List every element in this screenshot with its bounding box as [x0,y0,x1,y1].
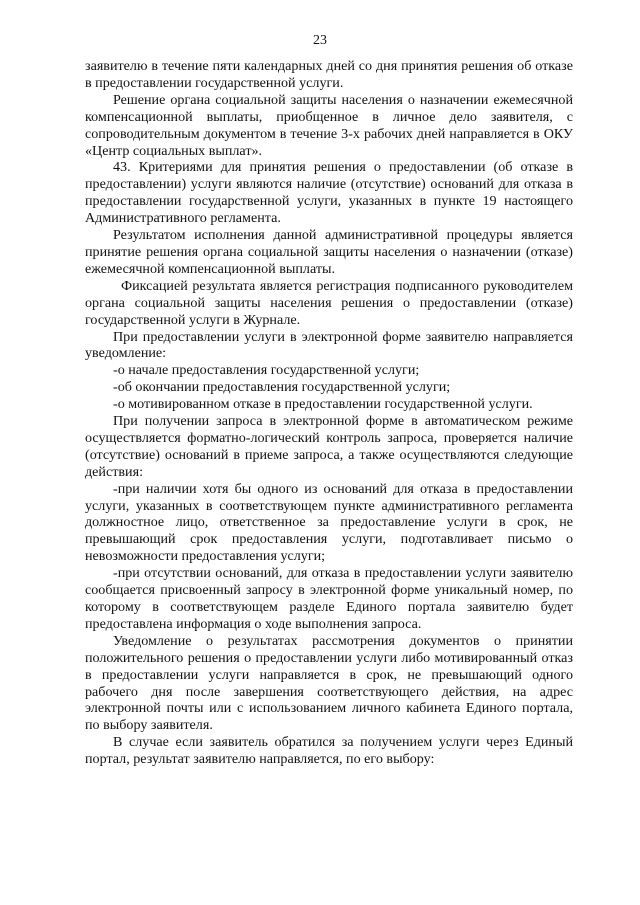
list-item-refusal-notice: -о мотивированном отказе в предоставлении государственной услуги. [113,396,533,413]
paragraph-automatic-control: При получении запроса в электронной форме в автоматическом режиме осуществляется форматно-логический контроль запроса, проверяется наличие (отсутствие) оснований в приеме запроса, а также осуществляются следующие действия: [85,413,573,480]
paragraph-decision-forwarding: Решение органа социальной защиты населения о назначении ежемесячной компенсационной выплаты, приобщенное в личное дело заявителя, с сопроводительным документом в течение 3-х рабочих дней направляется в ОКУ «Центр социальных выплат». [85,91,573,159]
list-item-start-notice: -о начале предоставления государственной услуги; [113,362,420,379]
paragraph-result-fixation: Фиксацией результата является регистрация подписанного руководителем органа социальной защиты населения решения о предоставлении (отказе) государственной услуги в Журнале. [85,277,573,328]
paragraph-refusal-grounds: -при наличии хотя бы одного из оснований для отказа в предоставлении услуги, указанных в соответствующем пункте административного регламента должностное лицо, ответственное за предоставление услуги в срок, не превышающий срок предоставления услуги, подготавливает письмо о невозможности предоставления услуги; [85,480,573,565]
paragraph-no-refusal-grounds: -при отсутствии оснований, для отказа в предоставлении услуги заявителю сообщается присвоенный запросу в электронной форме уникальный номер, по которому в соответствующем разделе Единого портала заявителю будет предоставлена информация о ходе выполнения запроса. [85,565,573,632]
paragraph-unified-portal: В случае если заявитель обратился за получением услуги через Единый портал, результат заявителю направляется, по его выбору: [85,734,573,768]
list-item-end-notice: -об окончании предоставления государственной услуги; [113,379,451,396]
page-number: 23 [313,33,327,48]
paragraph-electronic-notification: При предоставлении услуги в электронной форме заявителю направляется уведомление: [85,328,573,362]
paragraph-continuation: заявителю в течение пяти календарных дней со дня принятия решения об отказе в предоставлении государственной услуги. [85,58,573,91]
document-body [85,58,573,768]
paragraph-results-notification: Уведомление о результатах рассмотрения документов о принятии положительного решения о предоставлении услуги либо мотивированный отказ в предоставлении услуги направляется в срок, не превышающий одного рабочего дня после завершения соответствующего действия, на адрес электронной почты или с использованием личного кабинета Единого портала, по выбору заявителя. [85,632,573,734]
paragraph-procedure-result: Результатом исполнения данной административной процедуры является принятие решения органа социальной защиты населения о назначении (отказе) ежемесячной компенсационной выплаты. [85,227,573,277]
paragraph-criteria-43: 43. Критериями для принятия решения о предоставлении (об отказе в предоставлении) услуги являются наличие (отсутствие) оснований для отказа в предоставлении государственной услуги, указанных в пункте 19 настоящего Административного регламента. [85,159,573,227]
